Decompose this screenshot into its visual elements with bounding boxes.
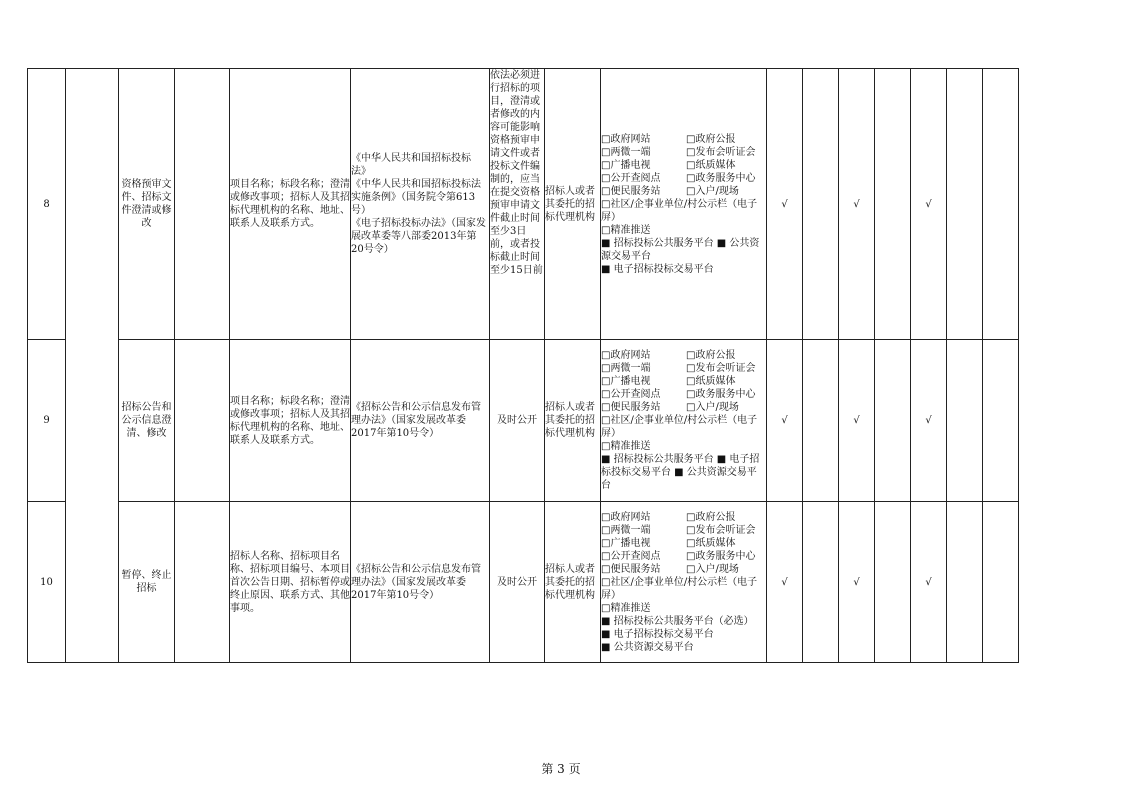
- disclosure-subject: 招标人或者其委托的招标代理机构: [545, 502, 601, 663]
- channel-option: ■ 招标投标公共服务平台 ■ 公共资源交易平台: [601, 237, 760, 262]
- disclosure-time: 及时公开: [490, 502, 545, 663]
- channel-option: □公开查阅点: [601, 172, 661, 184]
- channel-option: □纸质媒体: [686, 376, 736, 387]
- legal-basis: 《招标公告和公示信息发布管理办法》（国家发展改革委2017年第10号令）: [351, 340, 490, 502]
- item-name: 招标公告和公示信息澄清、修改: [119, 340, 175, 502]
- row-number: 10: [28, 502, 66, 663]
- empty-cell: [175, 69, 230, 340]
- table-body: [28, 69, 1019, 663]
- disclosure-channels: [601, 502, 767, 663]
- page-number: 第 3 页: [541, 762, 581, 776]
- legal-basis: 《招标公告和公示信息发布管理办法》（国家发展改革委2017年第10号令）: [351, 502, 490, 663]
- disclosure-subject: 招标人或者其委托的招标代理机构: [545, 340, 601, 502]
- check-mark: [803, 69, 839, 340]
- empty-cell: [983, 502, 1019, 663]
- channel-options: [601, 133, 766, 198]
- check-mark: √: [911, 69, 947, 340]
- channel-option: □公开查阅点: [601, 550, 661, 562]
- channel-option: □两微一端: [601, 524, 651, 536]
- channel-option: □政府网站: [601, 133, 651, 145]
- check-mark: [947, 340, 983, 502]
- channel-option: □广播电视: [601, 376, 651, 387]
- channel-option: □精准推送: [601, 602, 651, 614]
- check-mark: √: [911, 340, 947, 502]
- blank-merged-cell: [66, 69, 119, 663]
- check-mark: [875, 502, 911, 663]
- check-mark: [875, 69, 911, 340]
- disclosure-time: 及时公开: [490, 340, 545, 502]
- channel-option: □公开查阅点: [601, 389, 661, 400]
- check-mark: [803, 502, 839, 663]
- row-number: 9: [28, 340, 66, 502]
- check-mark: [947, 69, 983, 340]
- channel-options: [601, 349, 766, 414]
- channel-option: □社区/企事业单位/村公示栏（电子屏）: [601, 198, 758, 223]
- empty-cell: [175, 502, 230, 663]
- channel-options: [601, 511, 766, 576]
- check-mark: √: [911, 502, 947, 663]
- channel-option: □政府公报: [686, 511, 736, 523]
- disclosure-content: 项目名称；标段名称；澄清或修改事项；招标人及其招标代理机构的名称、地址、联系人及联系方式。: [230, 340, 351, 502]
- channel-option: □发布会听证会: [686, 363, 756, 374]
- empty-cell: [175, 340, 230, 502]
- row-number: 8: [28, 69, 66, 340]
- check-mark: √: [767, 69, 803, 340]
- channel-option: ■ 电子招标投标交易平台: [601, 628, 714, 640]
- channel-option: □广播电视: [601, 537, 651, 549]
- channel-option: □发布会听证会: [686, 146, 756, 158]
- channel-option: □两微一端: [601, 146, 651, 158]
- item-name: 暂停、终止招标: [119, 502, 175, 663]
- channel-option: □社区/企事业单位/村公示栏（电子屏）: [601, 415, 758, 439]
- channel-option: □便民服务站: [601, 185, 661, 197]
- channel-option: □精准推送: [601, 441, 651, 452]
- channel-option: ■ 招标投标公共服务平台 ■ 电子招标投标交易平台 ■ 公共资源交易平台: [601, 454, 760, 491]
- check-mark: √: [839, 502, 875, 663]
- table-row: [28, 340, 1019, 502]
- disclosure-channels: [601, 340, 767, 502]
- disclosure-subject: 招标人或者其委托的招标代理机构: [545, 69, 601, 340]
- item-name: 资格预审文件、招标文件澄清或修改: [119, 69, 175, 340]
- check-mark: [947, 502, 983, 663]
- table-row: [28, 502, 1019, 663]
- channel-option: □广播电视: [601, 159, 651, 171]
- channel-option: ■ 公共资源交易平台: [601, 641, 694, 653]
- channel-option: □两微一端: [601, 363, 651, 374]
- disclosure-table: [27, 68, 1019, 663]
- channel-option: ■ 招标投标公共服务平台（必选）: [601, 615, 754, 627]
- channel-option: □政务服务中心: [686, 172, 756, 184]
- disclosure-content: 招标人名称、招标项目名称、招标项目编号、本项目首次公告日期、招标暂停或终止原因、联系方式、其他事项。: [230, 502, 351, 663]
- channel-option: □政府公报: [686, 350, 736, 361]
- check-mark: [803, 340, 839, 502]
- channel-option: □政务服务中心: [686, 389, 756, 400]
- channel-option: □便民服务站: [601, 563, 661, 575]
- channel-option: □入户/现场: [686, 402, 739, 413]
- channel-option: ■ 电子招标投标交易平台: [601, 263, 714, 275]
- legal-basis: 《中华人民共和国招标投标法》 《中华人民共和国招标投标法实施条例》（国务院令第613号） 《电子招标投标办法》（国家发展改革委等八部委2013年第20号令）: [351, 69, 490, 340]
- channel-option: □便民服务站: [601, 402, 661, 413]
- empty-cell: [983, 340, 1019, 502]
- channel-option: □纸质媒体: [686, 159, 736, 171]
- channel-option: □社区/企事业单位/村公示栏（电子屏）: [601, 576, 758, 601]
- check-mark: [875, 340, 911, 502]
- disclosure-time: 依法必须进行招标的项目，澄清或者修改的内容可能影响资格预审申请文件或者投标文件编制的，应当在提交资格预审申请文件截止时间至少3日前，或者投标截止时间至少15日前: [490, 69, 545, 340]
- channel-option: □入户/现场: [686, 563, 739, 575]
- channel-option: □政务服务中心: [686, 550, 756, 562]
- channel-option: □政府公报: [686, 133, 736, 145]
- channel-option: □纸质媒体: [686, 537, 736, 549]
- channel-option: □精准推送: [601, 224, 651, 236]
- check-mark: √: [767, 340, 803, 502]
- channel-option: □发布会听证会: [686, 524, 756, 536]
- check-mark: √: [767, 502, 803, 663]
- disclosure-channels: [601, 69, 767, 340]
- check-mark: √: [839, 69, 875, 340]
- check-mark: √: [839, 340, 875, 502]
- empty-cell: [983, 69, 1019, 340]
- disclosure-content: 项目名称；标段名称；澄清或修改事项；招标人及其招标代理机构的名称、地址、联系人及联系方式。: [230, 69, 351, 340]
- table-row: [28, 69, 1019, 340]
- channel-option: □政府网站: [601, 511, 651, 523]
- channel-option: □入户/现场: [686, 185, 739, 197]
- channel-option: □政府网站: [601, 350, 651, 361]
